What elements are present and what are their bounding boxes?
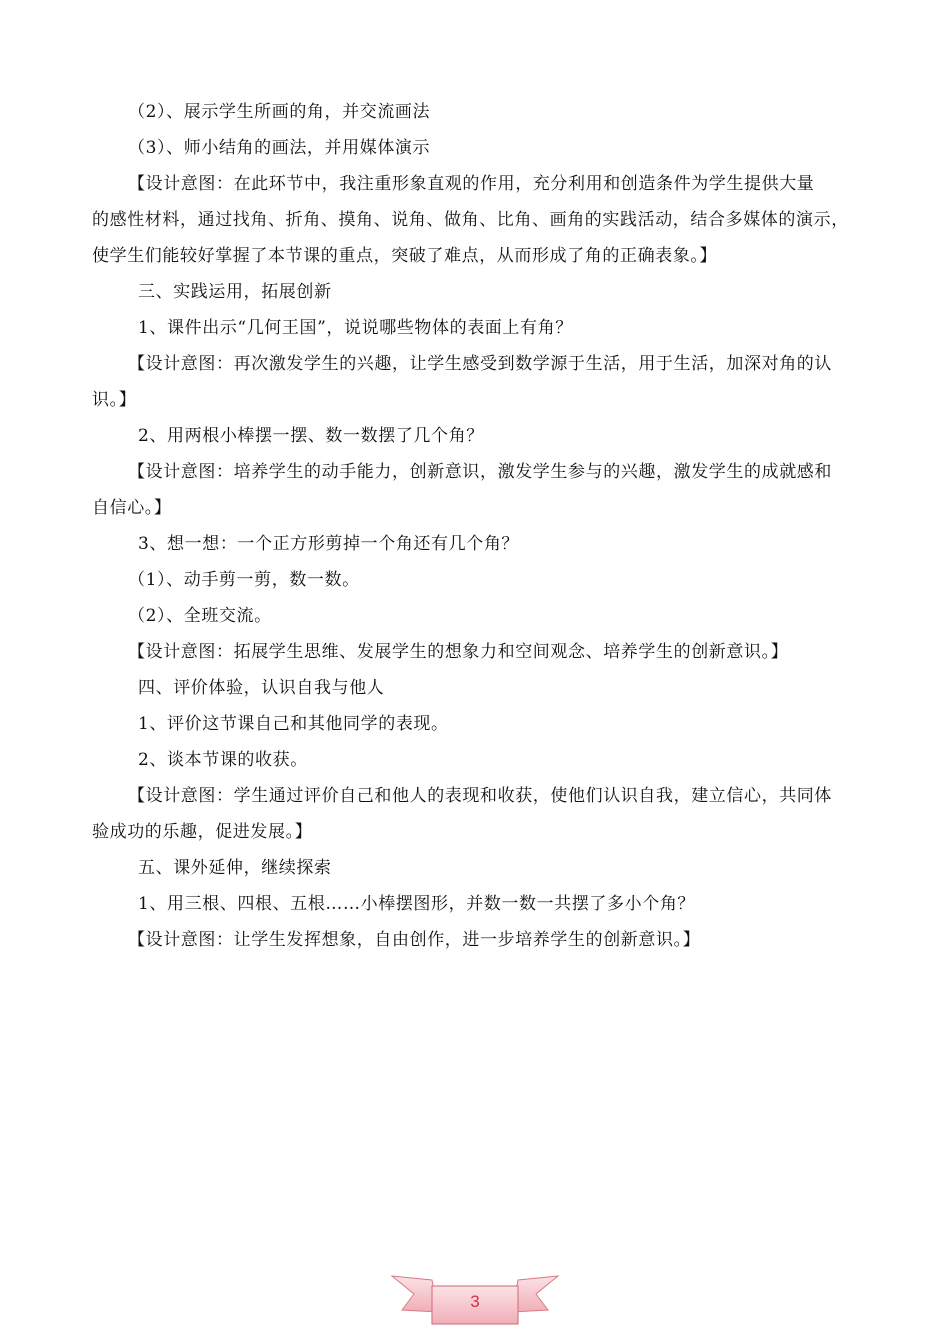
page-number: 3 [470, 1292, 480, 1311]
text-line: 2、谈本节课的收获。 [138, 750, 308, 770]
text-line: （1）、动手剪一剪，数一数。 [128, 570, 360, 590]
text-line: 1、用三根、四根、五根……小棒摆图形，并数一数一共摆了多小个角？ [138, 894, 696, 914]
text-line: （3）、师小结角的画法，并用媒体演示 [128, 138, 431, 158]
text-line: 【设计意图：培养学生的动手能力，创新意识，激发学生参与的兴趣，激发学生的成就感和 [128, 462, 832, 482]
text-line: 三、实践运用，拓展创新 [138, 282, 332, 302]
text-line: 【设计意图：在此环节中，我注重形象直观的作用，充分利用和创造条件为学生提供大量 [128, 174, 815, 194]
text-line: 四、评价体验，认识自我与他人 [138, 678, 385, 698]
text-line: 【设计意图：再次激发学生的兴趣，让学生感受到数学源于生活，用于生活，加深对角的认 [128, 354, 832, 374]
text-line: 【设计意图：学生通过评价自己和他人的表现和收获，使他们认识自我，建立信心，共同体 [128, 786, 832, 806]
text-line: （2）、全班交流。 [128, 606, 272, 626]
text-line: 3、想一想：一个正方形剪掉一个角还有几个角？ [138, 534, 520, 554]
text-line: 【设计意图：让学生发挥想象，自由创作，进一步培养学生的创新意识。】 [128, 930, 701, 950]
text-line: 【设计意图：拓展学生思维、发展学生的想象力和空间观念、培养学生的创新意识。】 [128, 642, 789, 662]
text-line: 验成功的乐趣，促进发展。】 [92, 822, 313, 842]
text-line: 识。】 [92, 390, 137, 410]
text-line: 的感性材料，通过找角、折角、摸角、说角、做角、比角、画角的实践活动，结合多媒体的演示， [92, 210, 849, 230]
document-body [92, 94, 862, 958]
text-line: 自信心。】 [92, 498, 172, 518]
text-line: （2）、展示学生所画的角，并交流画法 [128, 102, 431, 122]
text-line: 2、用两根小棒摆一摆、数一数摆了几个角？ [138, 426, 484, 446]
page-footer [390, 1268, 560, 1328]
text-line: 1、评价这节课自己和其他同学的表现。 [138, 714, 449, 734]
text-line: 1、课件出示“几何王国”，说说哪些物体的表面上有角？ [138, 318, 573, 338]
text-line: 五、课外延伸，继续探索 [138, 858, 332, 878]
text-line: 使学生们能较好掌握了本节课的重点，突破了难点，从而形成了角的正确表象。】 [92, 246, 718, 266]
